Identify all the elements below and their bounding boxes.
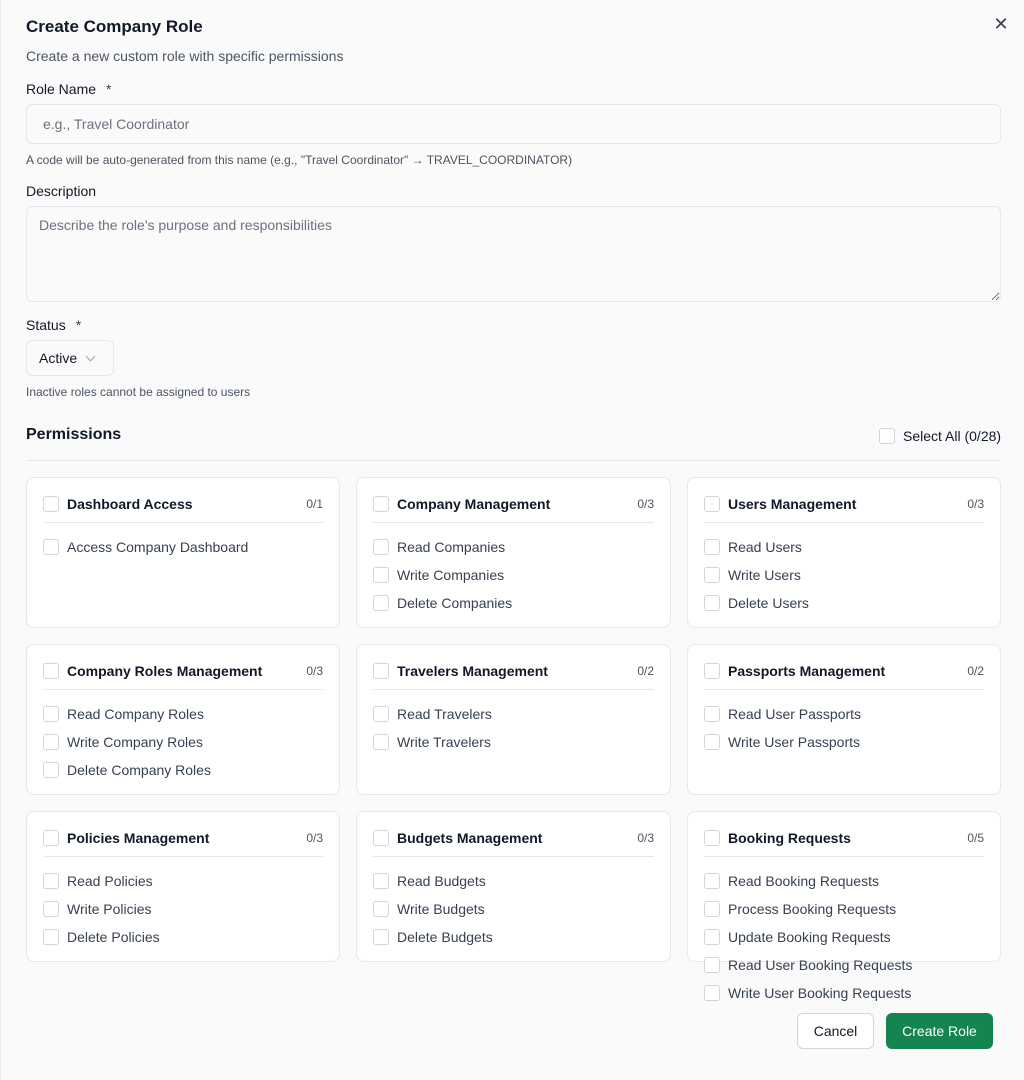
permission-label: Write Budgets (397, 901, 485, 917)
group-title: Company Management (397, 496, 551, 512)
group-title: Users Management (728, 496, 857, 512)
dialog-subtitle: Create a new custom role with specific permissions (26, 48, 344, 64)
group-title: Budgets Management (397, 830, 543, 846)
checkbox-icon[interactable] (43, 734, 59, 750)
group-title: Travelers Management (397, 663, 548, 679)
group-divider (43, 856, 323, 857)
checkbox-icon[interactable] (373, 734, 389, 750)
permission-label: Read Company Roles (67, 706, 204, 722)
dialog-footer (1, 1003, 1024, 1080)
permission-label: Delete Users (728, 595, 809, 611)
group-count: 0/2 (967, 664, 984, 678)
checkbox-icon[interactable] (704, 567, 720, 583)
checkbox-icon[interactable] (373, 706, 389, 722)
status-label-text: Status (26, 317, 66, 333)
permission-item[interactable] (43, 867, 323, 895)
dialog-title: Create Company Role (26, 17, 203, 36)
required-marker: * (106, 81, 112, 97)
checkbox-icon[interactable] (373, 873, 389, 889)
group-divider (43, 522, 323, 523)
status-label (26, 317, 81, 333)
permission-label: Read Budgets (397, 873, 486, 889)
permission-item[interactable] (373, 923, 654, 951)
permission-group-card (356, 477, 671, 628)
description-textarea[interactable] (26, 206, 1001, 302)
group-divider (373, 522, 654, 523)
permission-group-card (26, 644, 340, 795)
checkbox-icon[interactable] (704, 985, 720, 1001)
permission-label: Write Policies (67, 901, 152, 917)
permission-item[interactable] (704, 951, 984, 979)
checkbox-icon[interactable] (43, 539, 59, 555)
permission-label: Delete Companies (397, 595, 513, 611)
group-divider (704, 522, 984, 523)
group-select-all[interactable] (704, 496, 984, 512)
group-select-all[interactable] (373, 496, 654, 512)
group-select-all[interactable] (373, 830, 654, 846)
checkbox-icon[interactable] (43, 830, 59, 846)
permission-group-card (356, 644, 671, 795)
group-count: 0/2 (637, 664, 654, 678)
permission-label: Delete Policies (67, 929, 160, 945)
permissions-title: Permissions (26, 426, 122, 443)
checkbox-icon[interactable] (373, 539, 389, 555)
permission-group-card (26, 477, 340, 628)
checkbox-icon[interactable] (704, 957, 720, 973)
checkbox-icon[interactable] (704, 873, 720, 889)
checkbox-icon[interactable] (704, 929, 720, 945)
permission-label: Read Companies (397, 539, 506, 555)
role-name-label-text: Role Name (26, 81, 97, 97)
checkbox-icon[interactable] (43, 901, 59, 917)
group-count: 0/5 (967, 831, 984, 845)
group-divider (373, 856, 654, 857)
group-count: 0/3 (637, 831, 654, 845)
permission-item[interactable] (43, 700, 323, 728)
permission-item[interactable] (704, 533, 984, 561)
permission-label: Read Policies (67, 873, 153, 889)
required-marker: * (75, 317, 82, 333)
checkbox-icon[interactable] (373, 663, 389, 679)
permission-label: Delete Budgets (397, 929, 493, 945)
permission-item[interactable] (704, 561, 984, 589)
checkbox-icon[interactable] (43, 929, 59, 945)
group-count: 0/1 (306, 497, 323, 511)
permission-item[interactable] (43, 728, 323, 756)
permission-label: Write User Booking Requests (728, 985, 912, 1001)
group-title: Company Roles Management (67, 663, 263, 679)
checkbox-icon[interactable] (704, 901, 720, 917)
status-value: Active (39, 350, 78, 366)
checkbox-icon[interactable] (879, 428, 895, 444)
group-select-all[interactable] (43, 496, 323, 512)
checkbox-icon[interactable] (704, 595, 720, 611)
permission-label: Write Company Roles (67, 734, 203, 750)
permission-item[interactable] (43, 533, 323, 561)
role-name-label (26, 81, 111, 97)
permission-item[interactable] (373, 589, 654, 617)
permission-item[interactable] (373, 895, 654, 923)
group-count: 0/3 (306, 831, 323, 845)
checkbox-icon[interactable] (373, 567, 389, 583)
permission-item[interactable] (704, 728, 984, 756)
checkbox-icon[interactable] (373, 595, 389, 611)
permission-item[interactable] (704, 867, 984, 895)
select-all-label: Select All (0/28) (903, 428, 1002, 444)
permission-item[interactable] (704, 979, 984, 1003)
permission-label: Write Travelers (397, 734, 491, 750)
permission-label: Read Booking Requests (728, 873, 879, 889)
permission-label: Read User Booking Requests (728, 957, 913, 973)
checkbox-icon[interactable] (373, 901, 389, 917)
permission-item[interactable] (43, 895, 323, 923)
permission-label: Read Users (728, 539, 802, 555)
permissions-divider (26, 460, 1001, 461)
permission-item[interactable] (43, 923, 323, 951)
permission-label: Write User Passports (728, 734, 860, 750)
group-select-all[interactable] (704, 830, 984, 846)
cancel-button[interactable]: Cancel (797, 1013, 874, 1049)
group-title: Booking Requests (728, 830, 851, 846)
create-role-button[interactable]: Create Role (886, 1013, 993, 1049)
permission-label: Read Travelers (397, 706, 492, 722)
close-icon[interactable]: ✕ (993, 14, 1009, 34)
group-select-all[interactable] (704, 663, 984, 679)
select-all-checkbox[interactable] (879, 428, 1001, 444)
checkbox-icon[interactable] (704, 734, 720, 750)
permission-groups-grid (26, 477, 1001, 1001)
group-divider (43, 689, 323, 690)
permission-item[interactable] (373, 533, 654, 561)
checkbox-icon[interactable] (373, 496, 389, 512)
checkbox-icon[interactable] (43, 663, 59, 679)
checkbox-icon[interactable] (373, 929, 389, 945)
description-label: Description (26, 183, 97, 199)
permission-label: Read User Passports (728, 706, 862, 722)
permissions-scroll-area[interactable] (26, 477, 1001, 1003)
permission-item[interactable] (43, 756, 323, 784)
permission-group-card (26, 811, 340, 962)
group-count: 0/3 (306, 664, 323, 678)
permission-label: Write Users (728, 567, 801, 583)
checkbox-icon[interactable] (373, 830, 389, 846)
permission-item[interactable] (704, 895, 984, 923)
permission-item[interactable] (704, 589, 984, 617)
group-title: Passports Management (728, 663, 886, 679)
permission-item[interactable] (704, 700, 984, 728)
checkbox-icon[interactable] (704, 706, 720, 722)
permission-label: Process Booking Requests (728, 901, 897, 917)
permission-label: Update Booking Requests (728, 929, 891, 945)
permission-label: Delete Company Roles (67, 762, 211, 778)
group-divider (704, 856, 984, 857)
checkbox-icon[interactable] (704, 663, 720, 679)
permission-item[interactable] (373, 728, 654, 756)
permission-group-card (687, 811, 1001, 1001)
permission-group-card (687, 644, 1001, 795)
checkbox-icon[interactable] (43, 873, 59, 889)
status-hint: Inactive roles cannot be assigned to users (26, 385, 251, 399)
role-name-input[interactable] (26, 104, 1001, 144)
group-title: Policies Management (67, 830, 210, 846)
group-select-all[interactable] (43, 830, 323, 846)
checkbox-icon[interactable] (704, 539, 720, 555)
checkbox-icon[interactable] (43, 762, 59, 778)
group-divider (704, 689, 984, 690)
role-code-hint: A code will be auto-generated from this name (e.g., "Travel Coordinator" → TRAVEL_COORDINATOR) (26, 153, 573, 167)
checkbox-icon[interactable] (704, 830, 720, 846)
chevron-down-icon (86, 351, 96, 361)
group-select-all[interactable] (373, 663, 654, 679)
permission-item[interactable] (373, 700, 654, 728)
permission-item[interactable] (373, 561, 654, 589)
permission-group-card (356, 811, 671, 962)
checkbox-icon[interactable] (43, 706, 59, 722)
group-divider (373, 689, 654, 690)
group-title: Dashboard Access (67, 496, 193, 512)
permission-label: Write Companies (397, 567, 505, 583)
group-select-all[interactable] (43, 663, 323, 679)
group-count: 0/3 (967, 497, 984, 511)
permission-item[interactable] (704, 923, 984, 951)
checkbox-icon[interactable] (43, 496, 59, 512)
group-count: 0/3 (637, 497, 654, 511)
status-select[interactable] (26, 340, 114, 376)
permission-item[interactable] (373, 867, 654, 895)
permission-group-card (687, 477, 1001, 628)
permission-label: Access Company Dashboard (67, 539, 249, 555)
checkbox-icon[interactable] (704, 496, 720, 512)
